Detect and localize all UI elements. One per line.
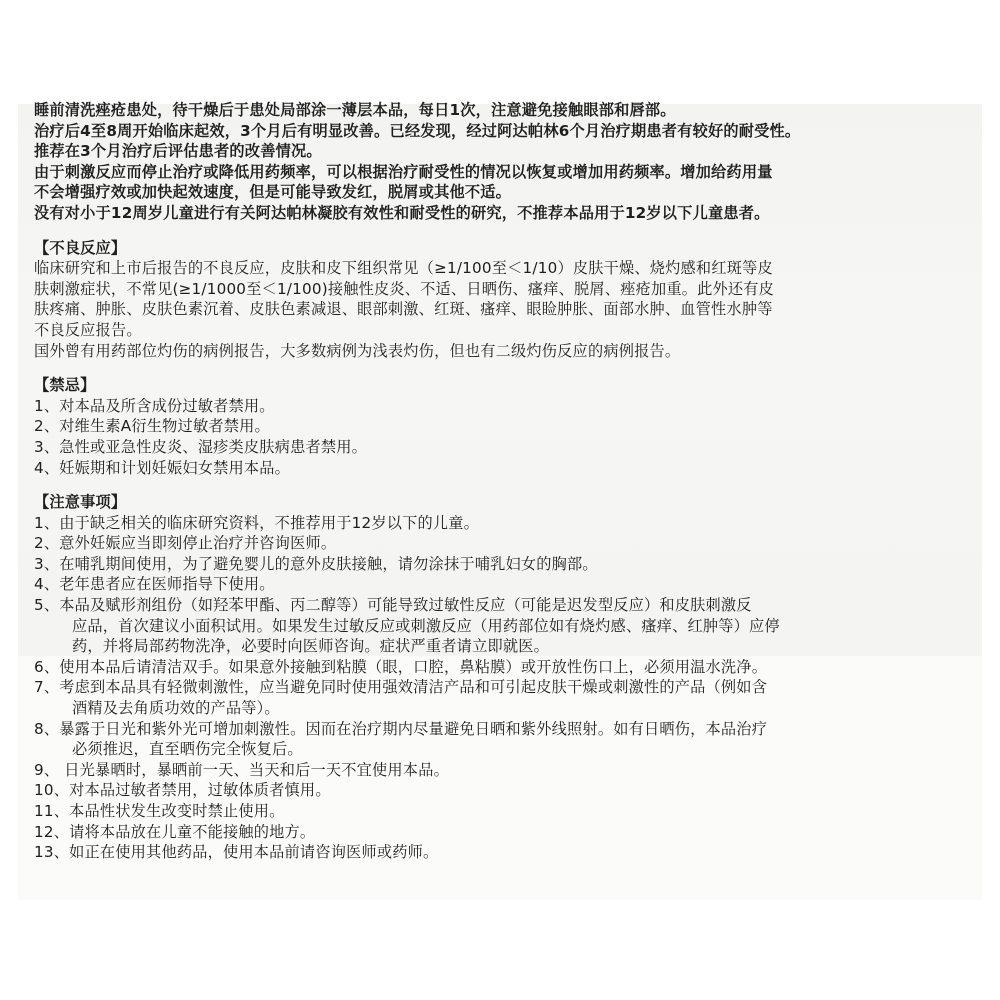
precaution-item: 4、老年患者应在医师指导下使用。: [34, 575, 275, 594]
contraindication-item: 2、对维生素A衍生物过敏者禁用。: [34, 417, 270, 436]
usage-line: 治疗后4至8周开始临床起效，3个月后有明显改善。已经发现，经过阿达帕林6个月治疗期患者有较好的耐受性。: [34, 121, 801, 140]
precaution-item: 11、本品性状发生改变时禁止使用。: [34, 802, 285, 820]
adverse-line: 肤刺激症状，不常见(≥1/1000至＜1/100)接触性皮炎、不适、日晒伤、瘙痒、脱屑、痤疮加重。此外还有皮: [34, 279, 775, 298]
precaution-item: 8、暴露于日光和紫外光可增加刺激性。因而在治疗期内尽量避免日晒和紫外线照射。如有日晒伤，本品治疗: [34, 719, 768, 738]
usage-line: 由于刺激反应而停止治疗或降低用药频率，可以根据治疗耐受性的情况以恢复或增加用药频率。增加给药用量: [34, 162, 773, 181]
precautions-section: [34, 492, 964, 863]
precautions-heading: 【注意事项】: [34, 493, 127, 512]
precaution-item: 7、考虑到本品具有轻微刺激性，应当避免同时使用强效清洁产品和可引起皮肤干燥或刺激性的产品（例如含: [34, 678, 768, 697]
precaution-item: 9、 日光暴晒时，暴晒前一天、当天和后一天不宜使用本品。: [34, 760, 449, 779]
precaution-item: 13、如正在使用其他药品，使用本品前请咨询医师或药师。: [34, 843, 439, 862]
contraindication-item: 4、妊娠期和计划妊娠妇女禁用本品。: [34, 458, 291, 477]
precaution-item-continuation: 应品，首次建议小面积试用。如果发生过敏反应或刺激反应（用药部位如有烧灼感、瘙痒、红肿等）应停: [72, 616, 780, 635]
usage-line: 睡前清洗痤疮患处，待干燥后于患处局部涂一薄层本品，每日1次，注意避免接触眼部和唇部。: [34, 101, 676, 119]
instruction-document: [34, 101, 964, 863]
precaution-item: 10、对本品过敏者禁用，过敏体质者慎用。: [34, 781, 331, 800]
contraindication-item: 1、对本品及所含成份过敏者禁用。: [34, 396, 275, 415]
adverse-line: 国外曾有用药部位灼伤的病例报告，大多数病例为浅表灼伤，但也有二级灼伤反应的病例报告。: [34, 341, 681, 360]
precaution-item: 6、使用本品后请清洁双手。如果意外接触到粘膜（眼，口腔，鼻粘膜）或开放性伤口上，必须用温水洗净。: [34, 657, 768, 676]
adverse-reactions-section: [34, 238, 964, 362]
precaution-item: 3、在哺乳期间使用，为了避免婴儿的意外皮肤接触，请勿涂抹于哺乳妇女的胸部。: [34, 554, 598, 573]
precaution-item: 2、意外妊娠应当即刻停止治疗并咨询医师。: [34, 534, 337, 553]
contraindications-section: [34, 375, 964, 478]
precaution-item-continuation: 酒精及去角质功效的产品等）。: [72, 699, 280, 718]
contraindications-heading: 【禁忌】: [34, 376, 96, 395]
precaution-item-continuation: 药，并将局部药物洗净，必要时向医师咨询。症状严重者请立即就医。: [72, 637, 550, 656]
adverse-line: 不良反应报告。: [34, 320, 142, 339]
precaution-item: 5、本品及赋形剂组份（如羟苯甲酯、丙二醇等）可能导致过敏性反应（可能是迟发型反应）和皮肤刺激反: [34, 596, 752, 615]
usage-line: 没有对小于12周岁儿童进行有关阿达帕林凝胶有效性和耐受性的研究，不推荐本品用于12岁以下儿童患者。: [34, 203, 770, 222]
usage-line: 推荐在3个月治疗后评估患者的改善情况。: [34, 142, 322, 161]
usage-line: 不会增强疗效或加快起效速度，但是可能导致发红，脱屑或其他不适。: [34, 183, 512, 202]
contraindication-item: 3、急性或亚急性皮炎、湿疹类皮肤病患者禁用。: [34, 437, 368, 456]
precaution-item: 1、由于缺乏相关的临床研究资料，不推荐用于12岁以下的儿童。: [34, 513, 480, 532]
usage-section: [34, 100, 964, 224]
adverse-line: 肤疼痛、肿胀、皮肤色素沉着、皮肤色素减退、眼部刺激、红斑、瘙痒、眼睑肿胀、面部水肿、血管性水肿等: [34, 300, 773, 319]
adverse-reactions-heading: 【不良反应】: [34, 238, 127, 257]
precaution-item-continuation: 必须推迟，直至晒伤完全恢复后。: [72, 740, 303, 759]
precaution-item: 12、请将本品放在儿童不能接触的地方。: [34, 822, 316, 841]
adverse-line: 临床研究和上市后报告的不良反应，皮肤和皮下组织常见（≥1/100至＜1/10）皮肤干燥、烧灼感和红斑等皮: [34, 259, 773, 278]
